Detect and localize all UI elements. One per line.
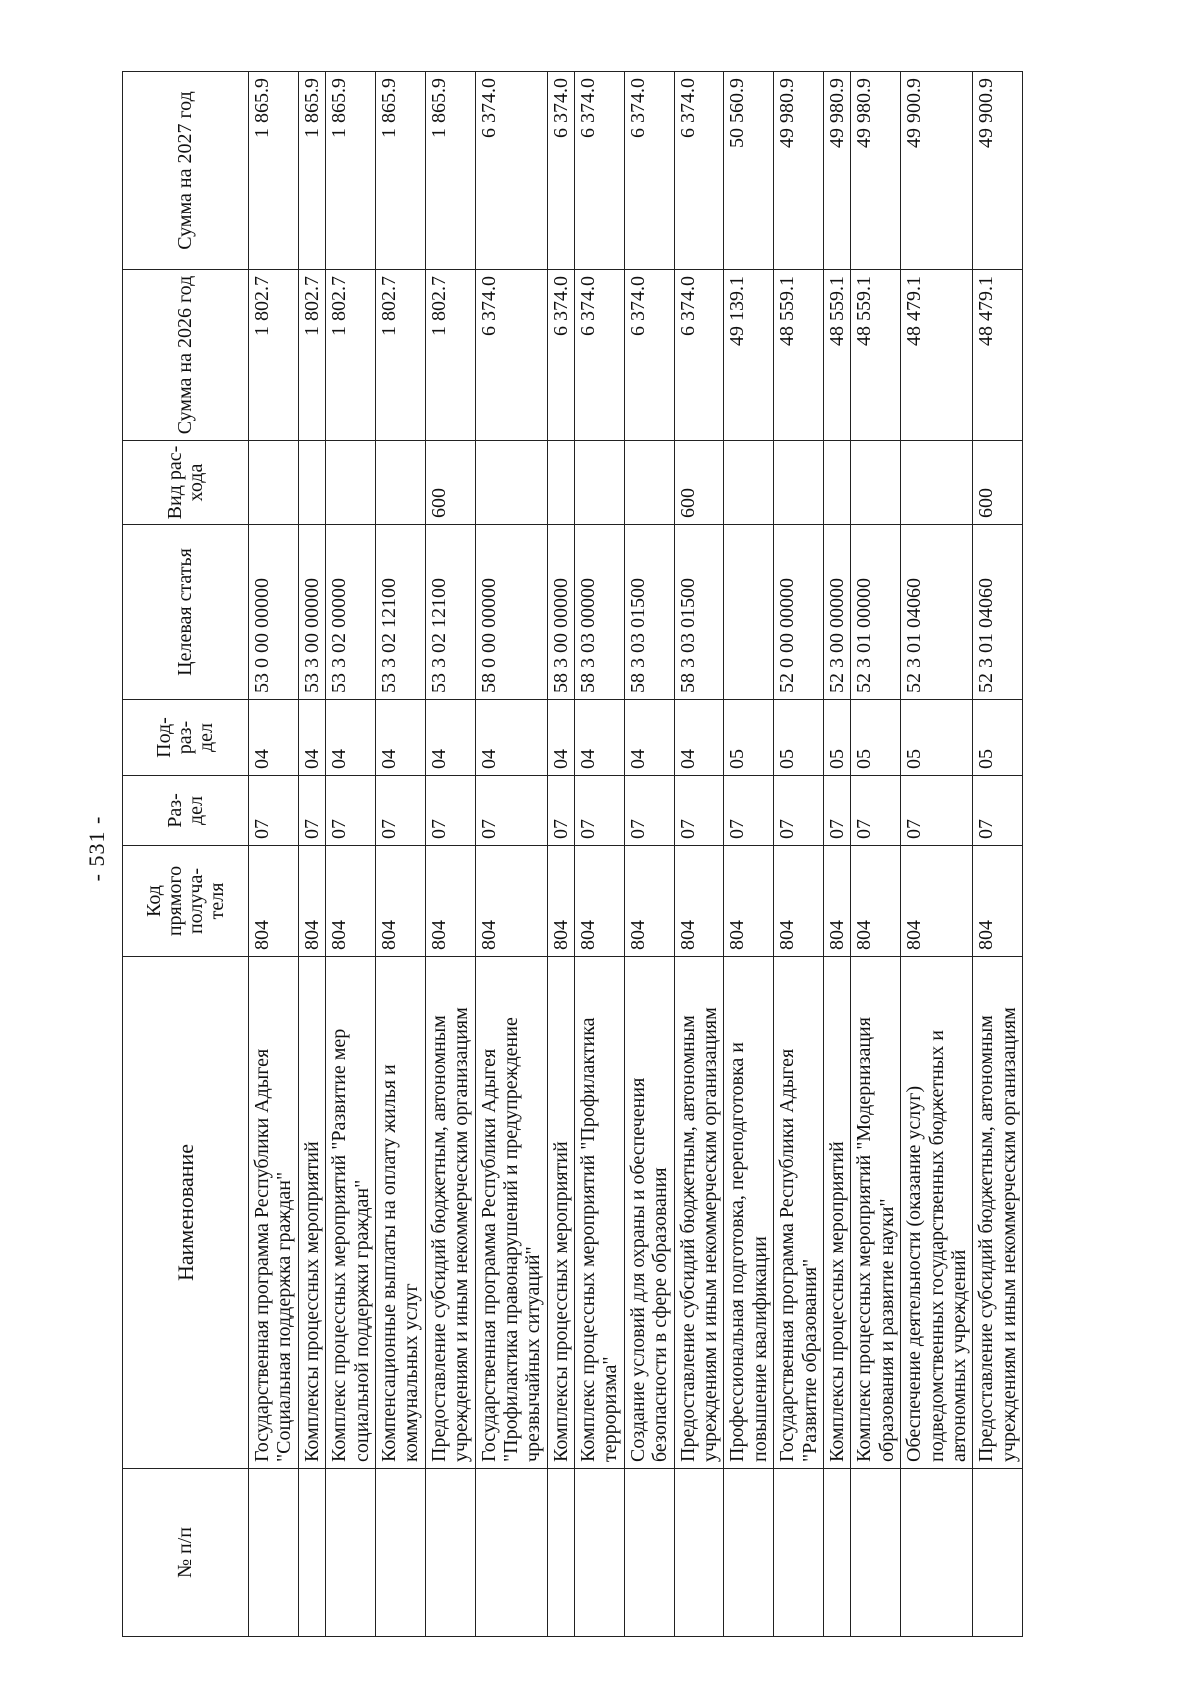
- cell-sum-2026: 48 559.1: [823, 270, 850, 441]
- cell-expense-type: [624, 441, 674, 525]
- cell-subsection: 05: [901, 700, 973, 776]
- cell-sum-2027: 1 865.9: [425, 72, 475, 270]
- cell-subsection: 05: [851, 700, 901, 776]
- cell-target-article: 52 3 00 00000: [823, 525, 850, 700]
- cell-sum-2027: 6 374.0: [674, 72, 724, 270]
- cell-sum-2026: 1 802.7: [298, 270, 325, 441]
- cell-name: Предоставление субсидий бюджетным, автономным учреждениям и иным некоммерческим организациям: [973, 957, 1023, 1469]
- cell-subsection: 05: [973, 700, 1023, 776]
- table-row: [774, 72, 824, 1637]
- cell-target-article: 52 3 01 04060: [901, 525, 973, 700]
- cell-recipient-code: 804: [973, 846, 1023, 957]
- cell-target-article: 53 3 02 00000: [326, 525, 376, 700]
- cell-expense-type: [475, 441, 547, 525]
- table-header-row: [123, 72, 249, 1637]
- cell-name: Предоставление субсидий бюджетным, автономным учреждениям и иным некоммерческим организациям: [425, 957, 475, 1469]
- table-body: [249, 72, 1023, 1637]
- cell-sum-2026: 1 802.7: [326, 270, 376, 441]
- cell-recipient-code: 804: [724, 846, 774, 957]
- cell-sum-2027: 50 560.9: [724, 72, 774, 270]
- cell-recipient-code: 804: [851, 846, 901, 957]
- header-sum-2026: Сумма на 2026 год: [123, 270, 249, 441]
- cell-section: 07: [901, 776, 973, 846]
- table-row: [823, 72, 850, 1637]
- header-num: № п/п: [123, 1469, 249, 1637]
- cell-name: Предоставление субсидий бюджетным, автономным учреждениям и иным некоммерческим организациям: [674, 957, 724, 1469]
- cell-recipient-code: 804: [249, 846, 299, 957]
- cell-subsection: 04: [624, 700, 674, 776]
- cell-name: Комплекс процессных мероприятий "Модернизация образования и развитие науки": [851, 957, 901, 1469]
- cell-name: Обеспечение деятельности (оказание услуг) подведомственных государственных бюджетных и автономных учреждений: [901, 957, 973, 1469]
- cell-num: [326, 1469, 376, 1637]
- cell-name: Комплексы процессных мероприятий: [298, 957, 325, 1469]
- cell-section: 07: [724, 776, 774, 846]
- cell-recipient-code: 804: [774, 846, 824, 957]
- cell-num: [624, 1469, 674, 1637]
- cell-sum-2026: 49 139.1: [724, 270, 774, 441]
- cell-sum-2027: 6 374.0: [475, 72, 547, 270]
- header-expense: Вид рас- хода: [123, 441, 249, 525]
- cell-target-article: 53 3 02 12100: [425, 525, 475, 700]
- cell-recipient-code: 804: [326, 846, 376, 957]
- cell-sum-2027: 6 374.0: [575, 72, 625, 270]
- cell-section: 07: [624, 776, 674, 846]
- cell-section: 07: [249, 776, 299, 846]
- cell-sum-2027: 1 865.9: [375, 72, 425, 270]
- cell-section: 07: [823, 776, 850, 846]
- cell-name: Государственная программа Республики Адыгея "Профилактика правонарушений и предупреждение чрезвычайных ситуаций": [475, 957, 547, 1469]
- cell-section: 07: [674, 776, 724, 846]
- cell-num: [375, 1469, 425, 1637]
- cell-sum-2026: 1 802.7: [425, 270, 475, 441]
- cell-subsection: 04: [674, 700, 724, 776]
- cell-subsection: 05: [823, 700, 850, 776]
- cell-sum-2026: 1 802.7: [375, 270, 425, 441]
- cell-sum-2026: 6 374.0: [475, 270, 547, 441]
- cell-num: [724, 1469, 774, 1637]
- cell-expense-type: [298, 441, 325, 525]
- cell-sum-2026: 6 374.0: [547, 270, 574, 441]
- cell-expense-type: [575, 441, 625, 525]
- cell-name: Комплекс процессных мероприятий "Профилактика терроризма": [575, 957, 625, 1469]
- table-row: [901, 72, 973, 1637]
- cell-num: [674, 1469, 724, 1637]
- cell-name: Создание условий для охраны и обеспечения безопасности в сфере образования: [624, 957, 674, 1469]
- cell-sum-2027: 49 980.9: [823, 72, 850, 270]
- cell-name: Государственная программа Республики Адыгея "Социальная поддержка граждан": [249, 957, 299, 1469]
- cell-expense-type: [249, 441, 299, 525]
- table-row: [575, 72, 625, 1637]
- cell-section: 07: [851, 776, 901, 846]
- cell-num: [547, 1469, 574, 1637]
- cell-sum-2027: 49 900.9: [973, 72, 1023, 270]
- cell-section: 07: [475, 776, 547, 846]
- cell-sum-2027: 49 980.9: [774, 72, 824, 270]
- cell-name: Комплекс процессных мероприятий "Развитие мер социальной поддержки граждан": [326, 957, 376, 1469]
- cell-subsection: 05: [724, 700, 774, 776]
- cell-section: 07: [298, 776, 325, 846]
- table-row: [674, 72, 724, 1637]
- page-number: - 531 -: [84, 815, 109, 882]
- cell-sum-2026: 1 802.7: [249, 270, 299, 441]
- header-section: Раз- дел: [123, 776, 249, 846]
- cell-section: 07: [375, 776, 425, 846]
- cell-target-article: 52 3 01 00000: [851, 525, 901, 700]
- cell-num: [851, 1469, 901, 1637]
- cell-section: 07: [575, 776, 625, 846]
- cell-recipient-code: 804: [901, 846, 973, 957]
- cell-num: [973, 1469, 1023, 1637]
- cell-name: Профессиональная подготовка, переподготовка и повышение квалификации: [724, 957, 774, 1469]
- cell-section: 07: [326, 776, 376, 846]
- cell-target-article: 52 3 01 04060: [973, 525, 1023, 700]
- cell-num: [575, 1469, 625, 1637]
- cell-target-article: 53 3 00 00000: [298, 525, 325, 700]
- cell-expense-type: [823, 441, 850, 525]
- table-row: [375, 72, 425, 1637]
- cell-num: [425, 1469, 475, 1637]
- cell-name: Государственная программа Республики Адыгея "Развитие образования": [774, 957, 824, 1469]
- cell-expense-type: [375, 441, 425, 525]
- cell-num: [823, 1469, 850, 1637]
- cell-target-article: 58 0 00 00000: [475, 525, 547, 700]
- header-sum-2027: Сумма на 2027 год: [123, 72, 249, 270]
- cell-sum-2026: 48 559.1: [851, 270, 901, 441]
- cell-num: [298, 1469, 325, 1637]
- cell-target-article: 53 0 00 00000: [249, 525, 299, 700]
- cell-subsection: 04: [575, 700, 625, 776]
- table-row: [851, 72, 901, 1637]
- cell-section: 07: [425, 776, 475, 846]
- cell-sum-2026: 48 479.1: [901, 270, 973, 441]
- cell-name: Комплексы процессных мероприятий: [547, 957, 574, 1469]
- cell-expense-type: [851, 441, 901, 525]
- cell-recipient-code: 804: [475, 846, 547, 957]
- cell-name: Компенсационные выплаты на оплату жилья и коммунальных услуг: [375, 957, 425, 1469]
- cell-target-article: 58 3 03 01500: [674, 525, 724, 700]
- budget-table: [122, 71, 1023, 1637]
- table-row: [973, 72, 1023, 1637]
- cell-sum-2026: 6 374.0: [674, 270, 724, 441]
- cell-recipient-code: 804: [674, 846, 724, 957]
- table-row: [624, 72, 674, 1637]
- cell-name: Комплексы процессных мероприятий: [823, 957, 850, 1469]
- cell-recipient-code: 804: [547, 846, 574, 957]
- cell-expense-type: 600: [674, 441, 724, 525]
- cell-section: 07: [774, 776, 824, 846]
- cell-expense-type: [774, 441, 824, 525]
- table-row: [298, 72, 325, 1637]
- cell-subsection: 04: [375, 700, 425, 776]
- cell-section: 07: [547, 776, 574, 846]
- table-row: [425, 72, 475, 1637]
- cell-sum-2027: 49 980.9: [851, 72, 901, 270]
- cell-num: [774, 1469, 824, 1637]
- header-subsection: Под- раз- дел: [123, 700, 249, 776]
- cell-target-article: 58 3 03 01500: [624, 525, 674, 700]
- cell-subsection: 05: [774, 700, 824, 776]
- cell-subsection: 04: [547, 700, 574, 776]
- cell-expense-type: [724, 441, 774, 525]
- cell-num: [475, 1469, 547, 1637]
- cell-recipient-code: 804: [425, 846, 475, 957]
- cell-target-article: 58 3 00 00000: [547, 525, 574, 700]
- cell-sum-2027: 1 865.9: [249, 72, 299, 270]
- cell-recipient-code: 804: [823, 846, 850, 957]
- header-name: Наименование: [123, 957, 249, 1469]
- table-row: [326, 72, 376, 1637]
- cell-subsection: 04: [298, 700, 325, 776]
- cell-sum-2027: 1 865.9: [326, 72, 376, 270]
- cell-expense-type: 600: [973, 441, 1023, 525]
- cell-subsection: 04: [326, 700, 376, 776]
- cell-target-article: 58 3 03 00000: [575, 525, 625, 700]
- cell-expense-type: [901, 441, 973, 525]
- table-row: [724, 72, 774, 1637]
- cell-recipient-code: 804: [575, 846, 625, 957]
- cell-sum-2026: 48 559.1: [774, 270, 824, 441]
- cell-target-article: [724, 525, 774, 700]
- cell-sum-2027: 1 865.9: [298, 72, 325, 270]
- cell-expense-type: [547, 441, 574, 525]
- header-recipient: Код прямого получа- теля: [123, 846, 249, 957]
- cell-target-article: 52 0 00 00000: [774, 525, 824, 700]
- cell-sum-2027: 49 900.9: [901, 72, 973, 270]
- cell-sum-2026: 6 374.0: [575, 270, 625, 441]
- cell-num: [249, 1469, 299, 1637]
- cell-subsection: 04: [425, 700, 475, 776]
- table-row: [475, 72, 547, 1637]
- cell-expense-type: 600: [425, 441, 475, 525]
- table-row: [547, 72, 574, 1637]
- cell-sum-2027: 6 374.0: [624, 72, 674, 270]
- cell-section: 07: [973, 776, 1023, 846]
- cell-target-article: 53 3 02 12100: [375, 525, 425, 700]
- cell-expense-type: [326, 441, 376, 525]
- header-target: Целевая статья: [123, 525, 249, 700]
- cell-recipient-code: 804: [298, 846, 325, 957]
- cell-num: [901, 1469, 973, 1637]
- cell-sum-2026: 6 374.0: [624, 270, 674, 441]
- table-row: [249, 72, 299, 1637]
- cell-recipient-code: 804: [375, 846, 425, 957]
- cell-sum-2026: 48 479.1: [973, 270, 1023, 441]
- cell-subsection: 04: [475, 700, 547, 776]
- cell-subsection: 04: [249, 700, 299, 776]
- cell-sum-2027: 6 374.0: [547, 72, 574, 270]
- cell-recipient-code: 804: [624, 846, 674, 957]
